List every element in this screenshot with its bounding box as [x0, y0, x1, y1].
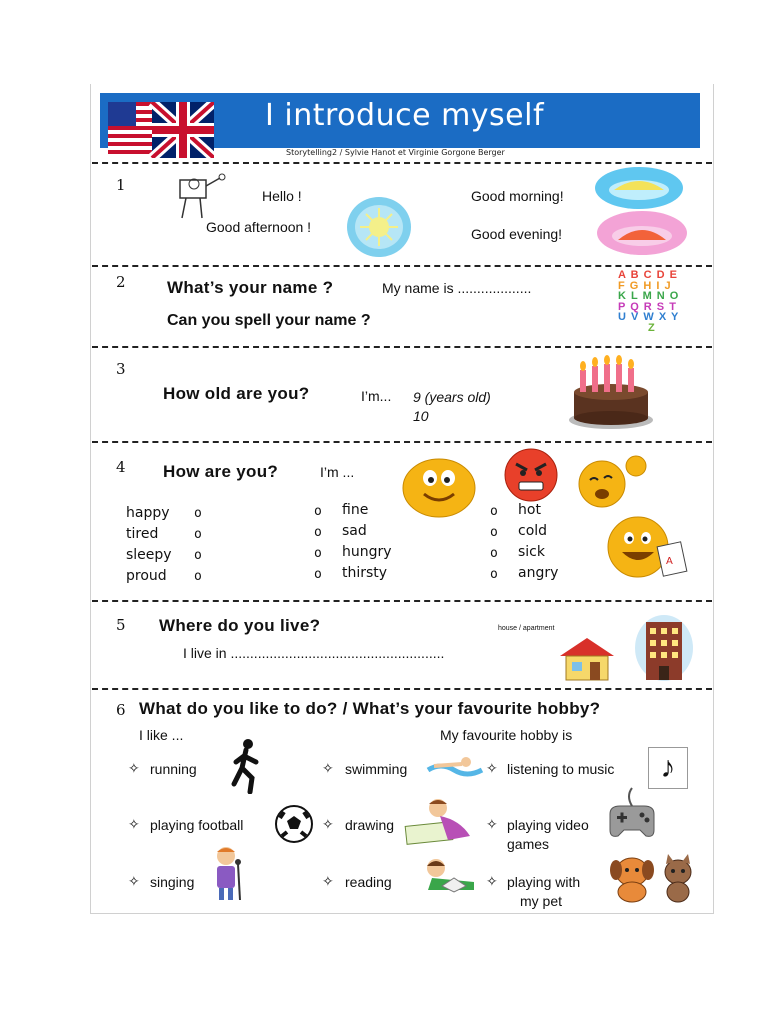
feeling-word: cold	[518, 523, 548, 539]
greeting-afternoon: Good afternoon !	[206, 219, 312, 235]
happy-face-icon	[400, 456, 478, 518]
feelings-column-2	[342, 500, 392, 584]
sick-face-icon	[574, 454, 650, 508]
star-bullet-icon: ✧	[322, 816, 334, 832]
feeling-word: happy	[126, 505, 170, 521]
greeting-evening: Good evening!	[471, 226, 563, 242]
section-number: 2	[116, 273, 126, 291]
hobby-swimming: swimming	[345, 761, 408, 777]
star-bullet-icon: ✧	[486, 760, 498, 776]
match-dot[interactable]: o	[194, 506, 202, 521]
flag-icon	[108, 102, 214, 158]
alphabet-row: Z	[648, 321, 656, 334]
answer-im: I’m ...	[320, 464, 355, 480]
dog-and-cat-icon	[606, 850, 702, 904]
feeling-word: thirsty	[342, 565, 388, 581]
drawing-child-icon	[404, 796, 476, 846]
section-number: 4	[116, 458, 126, 476]
section-divider	[92, 600, 712, 602]
soccer-ball-icon	[274, 804, 314, 844]
star-bullet-icon: ✧	[486, 816, 498, 832]
match-dot[interactable]: o	[194, 569, 202, 584]
favourite-hobby-label: My favourite hobby is	[440, 727, 573, 743]
sunrise-icon	[594, 166, 684, 210]
match-dot[interactable]: o	[314, 504, 322, 519]
answer-age-9: 9 (years old)	[413, 389, 491, 405]
section-number: 5	[116, 616, 126, 634]
hobby-listening: listening to music	[507, 761, 615, 777]
alphabet-row: P Q R S T	[618, 300, 677, 313]
feeling-word: sad	[342, 523, 367, 539]
feeling-word: hungry	[342, 544, 392, 560]
answer-im: I’m...	[361, 388, 392, 404]
alphabet-row: K L M N O	[618, 290, 680, 302]
alphabet-row: F G H I J	[618, 279, 672, 292]
sunset-icon	[596, 210, 688, 256]
star-bullet-icon: ✧	[322, 873, 334, 889]
question-age: How old are you?	[163, 384, 310, 403]
section-divider	[92, 688, 712, 690]
singer-icon	[208, 844, 248, 902]
angry-face-icon	[502, 448, 560, 502]
waving-person-icon	[172, 172, 230, 220]
game-controller-icon	[606, 786, 658, 842]
section-number: 6	[116, 701, 126, 719]
match-dot[interactable]: o	[490, 546, 498, 561]
match-dot[interactable]: o	[194, 548, 202, 563]
hobby-running: running	[150, 761, 197, 777]
match-dots-2	[314, 501, 322, 585]
feeling-word: sleepy	[126, 547, 172, 563]
answer-age-10: 10	[413, 408, 429, 424]
hobby-video-line2: games	[507, 836, 550, 852]
i-like-label: I like ...	[139, 727, 184, 743]
question-live: Where do you live?	[159, 616, 321, 635]
match-dot[interactable]: o	[314, 525, 322, 540]
house-apartment-label: house / apartment	[498, 625, 555, 632]
question-how: How are you?	[163, 462, 279, 481]
section-divider	[92, 441, 712, 443]
birthday-cake-icon	[566, 352, 656, 432]
greeting-morning: Good morning!	[471, 188, 564, 204]
star-bullet-icon: ✧	[486, 873, 498, 889]
hobby-video-line1: playing video	[507, 817, 589, 833]
hobby-singing: singing	[150, 874, 195, 890]
answer-name: My name is ...................	[382, 280, 532, 296]
feeling-word: fine	[342, 502, 369, 518]
match-dot[interactable]: o	[314, 546, 322, 561]
section-divider	[92, 346, 712, 348]
answer-live: I live in .......................................................	[183, 645, 445, 661]
match-dot[interactable]: o	[490, 525, 498, 540]
hobby-football: playing football	[150, 817, 244, 833]
svg-text:A: A	[666, 556, 673, 567]
section-number: 3	[116, 360, 126, 378]
page-title: I introduce myself	[265, 98, 545, 133]
section-divider	[92, 265, 712, 267]
alphabet-row: A B C D E	[618, 269, 678, 281]
reading-child-icon	[418, 856, 480, 896]
swimmer-icon	[426, 752, 484, 778]
match-dots-1	[194, 503, 202, 587]
feeling-word: tired	[126, 526, 159, 542]
question-name: What’s your name ?	[167, 278, 334, 297]
question-hobby: What do you like to do? / What’s your favourite hobby?	[139, 699, 601, 718]
section-divider	[92, 162, 712, 164]
greeting-hello: Hello !	[262, 188, 302, 204]
match-dot[interactable]: o	[314, 567, 322, 582]
star-bullet-icon: ✧	[128, 816, 140, 832]
house-icon	[558, 636, 616, 682]
hobby-pet-line2: my pet	[520, 893, 563, 909]
feeling-word: sick	[518, 544, 545, 560]
hobby-reading: reading	[345, 874, 392, 890]
star-bullet-icon: ✧	[128, 760, 140, 776]
feelings-column-1	[126, 503, 172, 587]
runner-icon	[230, 738, 264, 794]
proud-face-icon	[604, 514, 688, 580]
feeling-word: proud	[126, 568, 167, 584]
apartment-building-icon	[634, 606, 694, 682]
star-bullet-icon: ✧	[128, 873, 140, 889]
credit-line: Storytelling2 / Sylvie Hanot et Virginie Gorgone Berger	[286, 148, 505, 157]
match-dots-3	[490, 501, 498, 585]
hobby-pet-line1: playing with	[507, 874, 581, 890]
match-dot[interactable]: o	[490, 504, 498, 519]
alphabet-row: U V W X Y	[618, 311, 680, 323]
hobby-drawing: drawing	[345, 817, 395, 833]
feeling-word: angry	[518, 565, 559, 581]
question-spell: Can you spell your name ?	[167, 312, 371, 329]
alphabet-graphic	[618, 270, 692, 333]
feelings-column-3	[518, 500, 558, 584]
match-dot[interactable]: o	[490, 567, 498, 582]
sun-icon	[346, 196, 412, 258]
section-number: 1	[116, 176, 126, 194]
star-bullet-icon: ✧	[322, 760, 334, 776]
match-dot[interactable]: o	[194, 527, 202, 542]
music-note-icon: ♪	[648, 747, 688, 789]
feeling-word: hot	[518, 502, 541, 518]
